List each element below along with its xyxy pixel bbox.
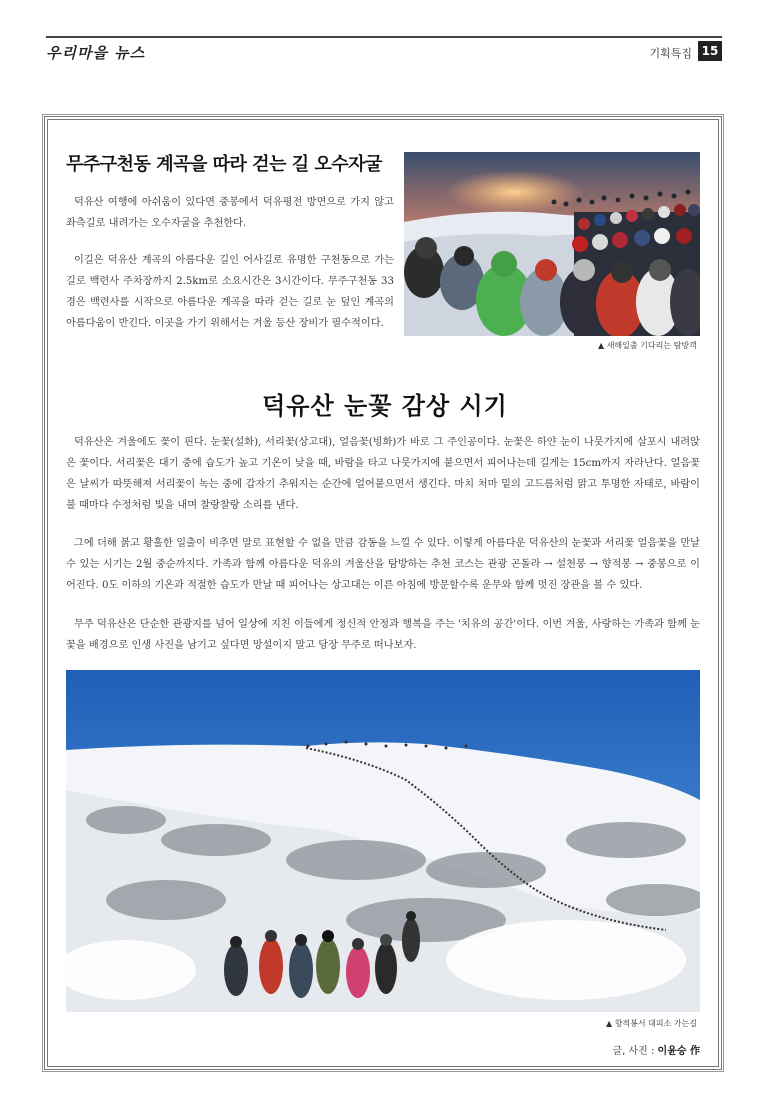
sunrise-hikers-illustration: [404, 152, 700, 336]
snowy-mountain-illustration: [66, 670, 700, 1012]
credit-label: 글, 사진 :: [612, 1046, 658, 1057]
header-rule: [46, 36, 722, 38]
photo-credit: [612, 1042, 700, 1057]
sunrise-hikers-photo: [404, 152, 700, 336]
page-number: 15: [698, 41, 722, 61]
credit-author: 이윤승 作: [657, 1046, 700, 1057]
article2-title: 덕유산 눈꽃 감상 시기: [262, 392, 508, 420]
section-label: 기획특집: [649, 47, 692, 60]
article1-paragraph-1: 덕유산 여행에 아쉬움이 있다면 중봉에서 덕유평전 방면으로 가지 않고 좌측길로 내려가는 오수자굴을 추천한다.: [66, 197, 394, 229]
snowy-mountain-photo: [66, 670, 700, 1012]
article2-paragraph-1: 덕유산은 겨울에도 꽃이 핀다. 눈꽃(설화), 서리꽃(상고대), 얼음꽃(빙화)가 바로 그 주인공이다. 눈꽃은 하얀 눈이 나뭇가지에 살포시 내려앉은 꽃이다. 서리꽃은 대기 중에 습도가 높고 기온이 낮을 때, 바람을 타고 나뭇가지에 붙으면서 피어나는데 길게는 15cm까지 자라난다. 얼음꽃은 날씨가 따뜻해져 서리꽃이 녹는 중에 갑자기 추워지는 순간에 얼어붙으면서 생긴다. 마치 처마 밑의 고드름처럼 맑고 투명한 자태로, 바람이 불 때마다 수정처럼 빛을 내며 찰랑찰랑 소리를 낸다.: [66, 437, 700, 511]
article1-title: 무주구천동 계곡을 따라 걷는 길 오수자굴: [66, 154, 382, 175]
photo2-caption: ▲ 향적봉서 대피소 가는길: [606, 1019, 698, 1028]
article2-paragraph-3: 무주 덕유산은 단순한 관광지를 넘어 일상에 지친 이들에게 정신적 안정과 행복을 주는 '치유의 공간'이다. 이번 겨울, 사랑하는 가족과 함께 눈꽃을 배경으로 인생 사진을 남기고 싶다면 망설이지 말고 당장 무주로 떠나보자.: [66, 619, 700, 651]
article2-paragraph-2: 그에 더해 붉고 황홀한 일출이 비추면 말로 표현할 수 없을 만큼 감동을 느낄 수 있다. 이렇게 아름다운 덕유산의 눈꽃과 서리꽃 얼음꽃을 만날 수 있는 시기는 2월 중순까지다. 가족과 함께 아름다운 덕유의 겨울산을 탐방하는 추천 코스는 관광 곤돌라 → 설천봉 → 향적봉 → 중봉으로 이어진다. 0도 이하의 기온과 적절한 습도가 만날 때 피어나는 상고대는 이른 아침에 방문할수록 운무와 함께 멋진 장관을 볼 수 있다.: [66, 538, 700, 591]
newsletter-logo: 우리마을 뉴스: [46, 44, 146, 62]
photo1-caption: ▲ 새해일출 기다리는 탐방객: [598, 341, 697, 350]
article1-paragraph-2: 이길은 덕유산 계곡의 아름다운 길인 어사길로 유명한 구천동으로 가는 길로 백련사 주차장까지 2.5km로 소요시간은 3시간이다. 무주구천동 33경은 백련사를 시작으로 아름다운 계곡을 따라 걷는 길로 눈 덮인 계곡의 아름다움이 반긴다. 이곳을 가기 위해서는 겨울 등산 장비가 필수적이다.: [66, 255, 394, 329]
